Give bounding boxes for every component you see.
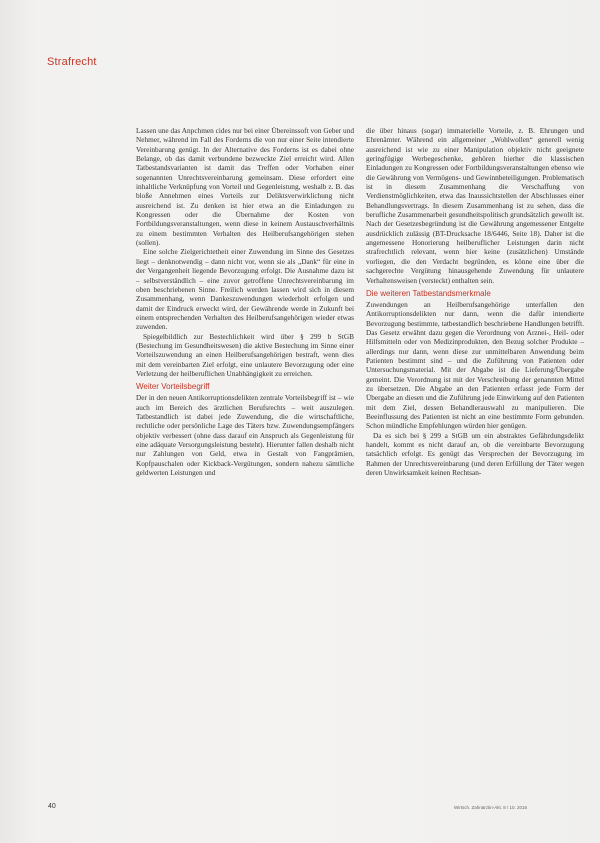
right-column <box>366 126 584 477</box>
paragraph: Der in den neuen Antikorruptionsdelikten zentrale Vorteilsbegriff ist – wie auch im Bereich des ärztlichen Berufsrechts – weit auszulegen. Tatbestandlich ist dabei jede Zuwendung, die die wirtschaftliche, rechtliche oder persönliche Lage des Täters bzw. Zuwendungsempfängers objektiv verbessert (ohne dass darauf ein Anspruch als Gegenleistung für eine adäquate Versorgungsleistung besteht). Hierunter fallen deshalb nicht nur Zahlungen von Geld, etwa in Gestalt von Fangprämien, Kopfpauschalen oder Kickback-Vergütungen, sondern nahezu sämtliche geldwerten Leistungen und <box>136 393 354 478</box>
paragraph: Da es sich bei § 299 a StGB um ein abstraktes Gefährdungsdelikt handelt, kommt es nicht darauf an, ob die vereinbarte Bevorzugung tatsächlich erfolgt. Es genügt das Versprechen der Bevorzugung im Rahmen der Unrechtsvereinbarung (und deren Erfüllung der Täter wegen deren Unwirksamkeit keinen Rechtsan- <box>366 430 584 478</box>
paragraph: Lassen une das Anpchmen cides nur bei einer Übereinssoft von Geber und Nehmer, während im Fall des Forderns die von nur einer Seite intendierte Vereinbarung genügt. In der Alternative des Forderns ist es dabei ohne Belange, ob das damit verbundene bezweckte Ziel erreicht wird. Allen Tatbestandsvarianten ist damit das Treffen oder Vorhaben einer sogenannten Unrechtsvereinbarung gemeinsam. Diese erfordert eine inhaltliche Verknüpfung von Vorteil und Gegenleistung, weshalb z. B. das bloße Annehmen eines Vorteils zur Deliktsverwirklichung nicht ausreichend ist. Zu denken ist hier etwa an die Einladungen zu Kongressen oder die Übernahme der Kosten von Fortbildungsveranstaltungen, wenn diese in keinem Austauschverhältnis zu einem bestimmten Verhalten des Heilberufsangehörigen stehen (sollen). <box>136 126 354 248</box>
paragraph: die über hinaus (sogar) immaterielle Vorteile, z. B. Ehrungen und Ehrenämter. Während ein allgemeiner „Wohlwollen“ generell wenig ausreichend ist wie zu einer Manipulation objektiv nicht geeignete geringfügige Werbegeschenke, gehören hierher die klassischen Einladungen zu Kongressen oder Fortbildungsveranstaltungen ebenso wie die Gewährung von Vermögens- und Gewinnbeteiligungen. Problematisch ist in diesem Zusammenhang die Verschaffung von Verdienstmöglichkeiten, etwa das Inaussichtstellen der Abschlusses einer Behandlungsvertrags. In diesem Zusammenhang ist zu sehen, dass die berufliche Zusammenarbeit gesundheitspolitisch grundsätzlich gewollt ist. Nach der Gesetzesbegründung ist die Gewährung angemessener Entgelte ausdrücklich zulässig (BT-Drucksache 18/6446, Seite 18). Daher ist die angemessene Honorierung heilberuflicher Leistungen darin nicht strafrechtlich relevant, wenn hier keine (zusätzlichen) Umstände vorliegen, die den Verdacht begründen, es könne eine über die sachgerechte Vergütung hinausgehende Zuwendung für unlautere Verhaltensweisen (versteckt) enthalten sein. <box>366 126 584 285</box>
paragraph: Zuwendungen an Heilberufsangehörige unterfallen den Antikorruptionsdelikten nur dann, wenn die dafür intendierte Bevorzugung bestimmte, tatbestandlich beschriebene Handlungen betrifft. Das Gesetz erwähnt dazu gegen die Verordnung von Arznei-, Heil- oder Hilfsmitteln oder von Medizinprodukten, den Bezug solcher Produkte – allerdings nur dann, wenn diese zur unmittelbaren Anwendung beim Patienten bestimmt sind – und die Zuführung von Patienten oder Untersuchungsmaterial. Mit der Abgabe ist die Lieferung/Übergabe gemeint. Die Verordnung ist mit der Verschreibung der genannten Mittel zu übersetzen. Die Abgabe an den Patienten erfasst jede Form der Übergabe an diesen und die Zuführung jede Einwirkung auf den Patienten mit dem Ziel, dessen Behandlerauswahl zu manipulieren. Die Beeinflussung des Patienten ist nicht an eine bestimmte Form gebunden. Schon mündliche Empfehlungen würden hier genügen. <box>366 299 584 431</box>
journal-footer: Wirtsch. Zahnärztin-Akt. 8 / 10. 2016 <box>454 805 528 810</box>
subheading-vorteilsbegriff: Weiter Vorteilsbegriff <box>136 382 210 392</box>
paragraph: Spiegelbildlich zur Bestechlichkeit wird über § 299 b StGB (Bestechung im Gesundheitswesen) die aktive Bestechung im Sinne einer Vorteilszuwendung an einen Heilberufsangehörigen bestraft, wenn dies mit dem vereinbarten Ziel erfolgt, eine unlautere Bevorzugung oder eine Verletzung der heilberuflichen Unabhängigkeit zu erreichen. <box>136 331 354 378</box>
left-column <box>136 126 354 477</box>
subheading-tatbestandsmerkmale: Die weiteren Tatbestandsmerkmale <box>366 288 491 298</box>
page-number: 40 <box>48 803 56 810</box>
paragraph: Eine solche Zielgerichtetheit einer Zuwendung im Sinne des Gesetzes liegt – denknotwendig – dann nicht vor, wenn sie als „Dank“ für eine in der Vergangenheit liegende Bevorzugung erfolgt. Die Ausnahme dazu ist – selbstverständlich – eine zuvor getroffene Unrechtsvereinbarung im oben beschriebenen Sinne. Freilich werden lassen wird sich in diesem Zusammenhang, wenn Dankeszuwendungen wiederholt erfolgen und damit der Eindruck erweckt wird, der Gewährende werde in Zukunft bei einem entsprechenden Verhalten des Heilberufsangehörigen wieder etwas zuwenden. <box>136 247 354 332</box>
section-title: Strafrecht <box>47 56 97 68</box>
